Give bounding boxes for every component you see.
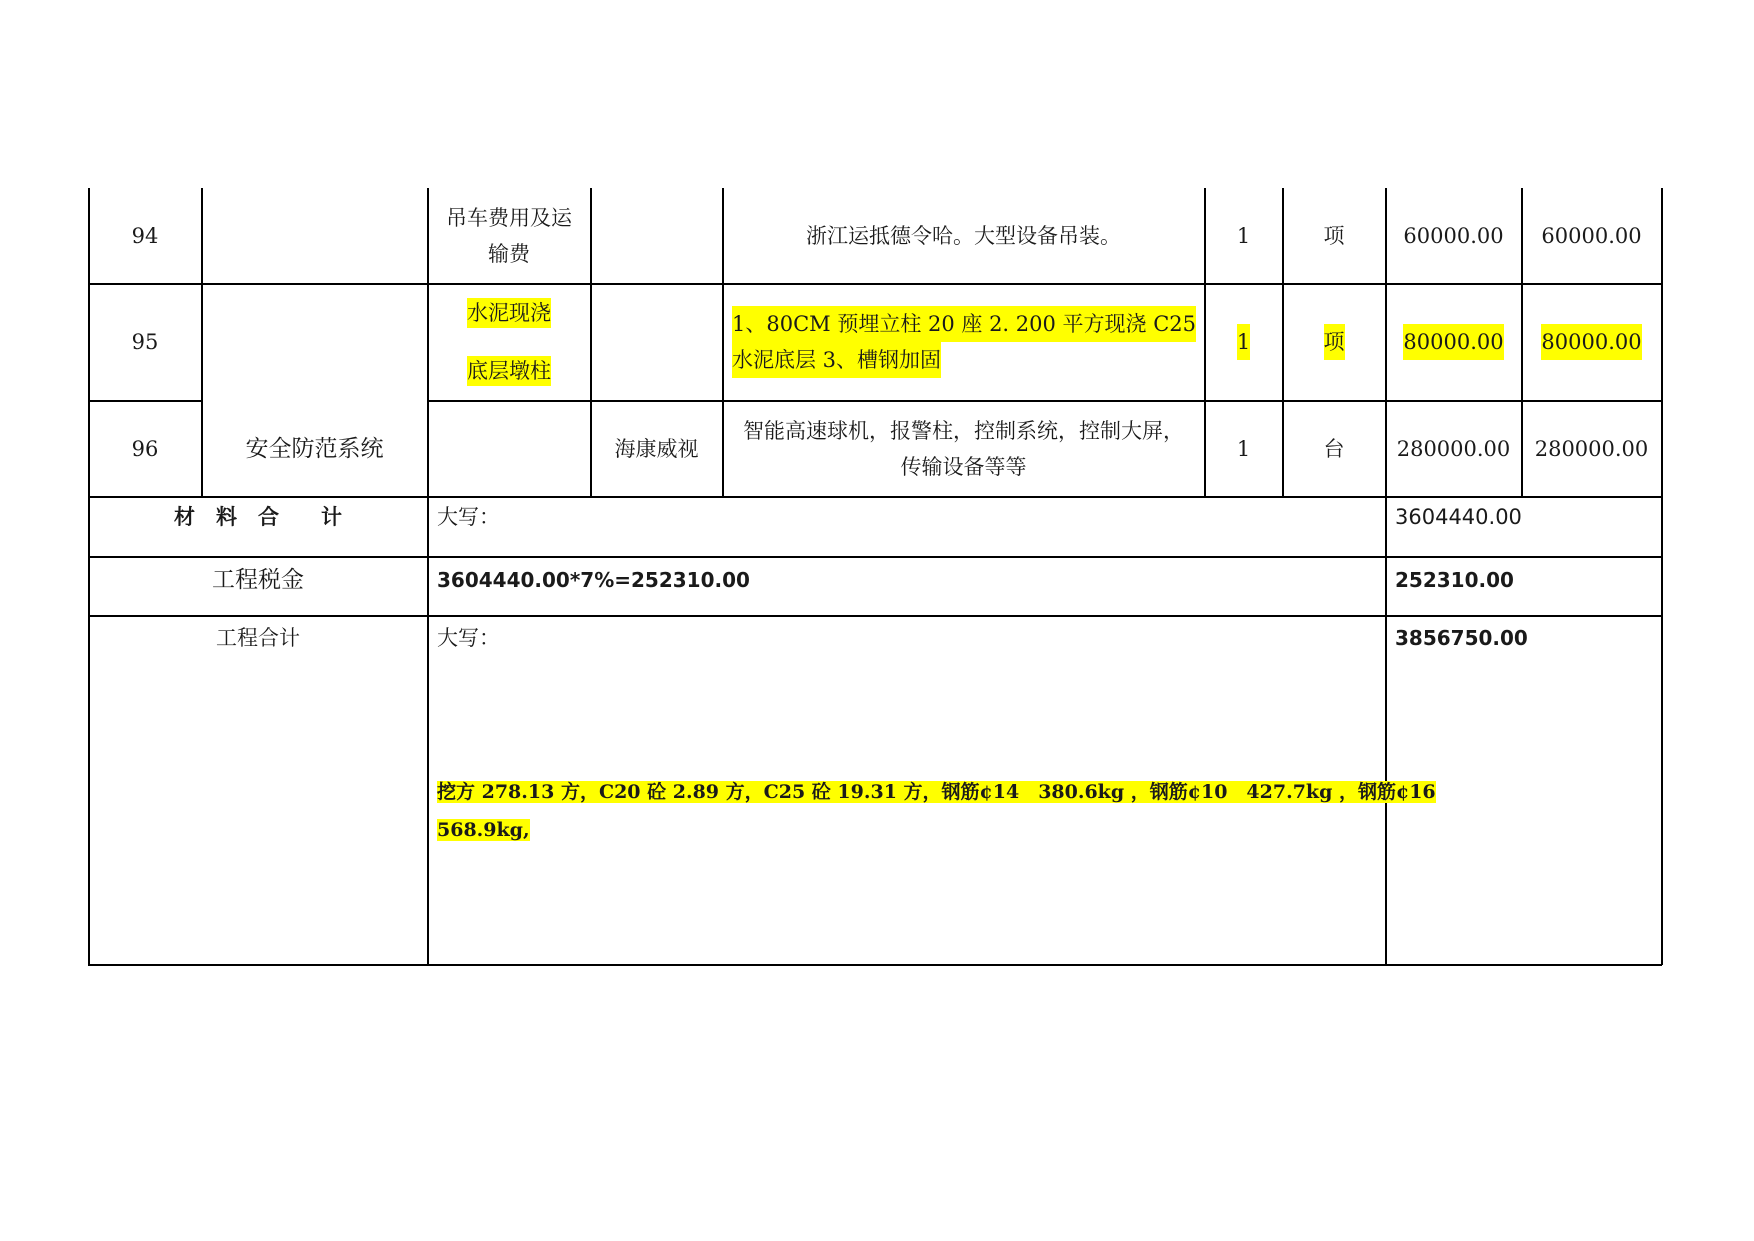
total-value: 60000.00 — [1541, 223, 1642, 248]
quantity-value: 1 — [1237, 324, 1250, 360]
row-95-unit-price — [1386, 284, 1521, 400]
row-94-description — [723, 188, 1204, 283]
row-number: 95 — [131, 330, 159, 354]
row-94-unit — [1283, 188, 1385, 283]
row-94-number — [89, 188, 201, 283]
row-number: 96 — [131, 436, 159, 461]
row-95-description — [723, 284, 1204, 400]
row-96-quantity — [1205, 401, 1282, 496]
quantity-value: 1 — [1236, 223, 1251, 248]
quantities-note-line: 挖方 278.13 方，C20 砼 2.89 方，C25 砼 19.31 方，钢筋¢14 380.6kg ，钢筋¢10 427.7kg ，钢筋¢16 — [437, 781, 1436, 803]
item-name-line: 输费 — [488, 241, 530, 266]
total-value: 280000.00 — [1534, 436, 1649, 461]
table-bottom-border — [88, 964, 1662, 966]
row-95-item-name — [428, 284, 590, 400]
quantities-note-line: 568.9kg, — [437, 819, 530, 841]
uppercase-amount-caption: 大写： — [437, 626, 500, 650]
row-96-system-name — [202, 401, 427, 496]
row-94-quantity — [1205, 188, 1282, 283]
material-total-caption — [437, 497, 737, 537]
description-text: 浙江运抵德令哈。大型设备吊装。 — [806, 223, 1121, 248]
row-95-quantity — [1205, 284, 1282, 400]
brand-text: 海康威视 — [614, 436, 699, 461]
material-total-value — [1395, 497, 1655, 537]
material-total-label — [89, 497, 427, 537]
row-96-description — [723, 401, 1204, 496]
tax-formula — [437, 557, 1137, 602]
grand-total-label-text: 工程合计 — [216, 626, 300, 650]
uppercase-amount-caption: 大写： — [437, 505, 500, 529]
row-95-total — [1522, 284, 1661, 400]
row-number: 94 — [131, 223, 159, 248]
row-94-item-name — [428, 188, 590, 283]
grand-total-amount: 3856750.00 — [1395, 626, 1528, 650]
unit-value: 项 — [1324, 324, 1345, 360]
tax-amount: 252310.00 — [1395, 567, 1514, 592]
description-line: 智能高速球机，报警柱，控制系统，控制大屏， — [743, 418, 1184, 443]
quantity-value: 1 — [1236, 436, 1251, 461]
unit-price-value: 80000.00 — [1403, 324, 1503, 360]
row-96-unit-price — [1386, 401, 1521, 496]
unit-value: 项 — [1323, 223, 1345, 248]
tax-label-text: 工程税金 — [212, 566, 304, 593]
row-94-unit-price — [1386, 188, 1521, 283]
description-line: 传输设备等等 — [900, 454, 1027, 479]
system-name-text: 安全防范系统 — [245, 435, 384, 462]
tax-value — [1395, 557, 1655, 602]
total-value: 80000.00 — [1541, 324, 1641, 360]
unit-price-value: 280000.00 — [1396, 436, 1511, 461]
description-line: 1、80CM 预埋立柱 20 座 2. 200 平方现浇 C25 — [732, 306, 1196, 342]
row-96-brand — [591, 401, 722, 496]
quantities-note — [437, 773, 1436, 849]
tax-formula-text: 3604440.00*7%=252310.00 — [437, 567, 750, 592]
material-total-amount: 3604440.00 — [1395, 505, 1522, 529]
row-96-unit — [1283, 401, 1385, 496]
item-name-line: 水泥现浇 — [467, 298, 551, 328]
row-95-unit — [1283, 284, 1385, 400]
grand-total-caption — [437, 616, 737, 660]
unit-value: 台 — [1323, 436, 1345, 461]
material-total-label-text: 材 料 合 计 — [174, 505, 342, 529]
row-96-total — [1522, 401, 1661, 496]
tax-label — [89, 557, 427, 602]
row-94-total — [1522, 188, 1661, 283]
unit-price-value: 60000.00 — [1403, 223, 1504, 248]
row-95-number — [89, 284, 201, 400]
row-96-number — [89, 401, 201, 496]
item-name-line: 吊车费用及运 — [446, 205, 572, 230]
grand-total-label — [89, 616, 427, 660]
column-divider — [1661, 188, 1663, 965]
item-name-line: 底层墩柱 — [467, 356, 551, 386]
description-line: 水泥底层 3、槽钢加固 — [732, 342, 941, 378]
grand-total-value — [1395, 616, 1655, 660]
